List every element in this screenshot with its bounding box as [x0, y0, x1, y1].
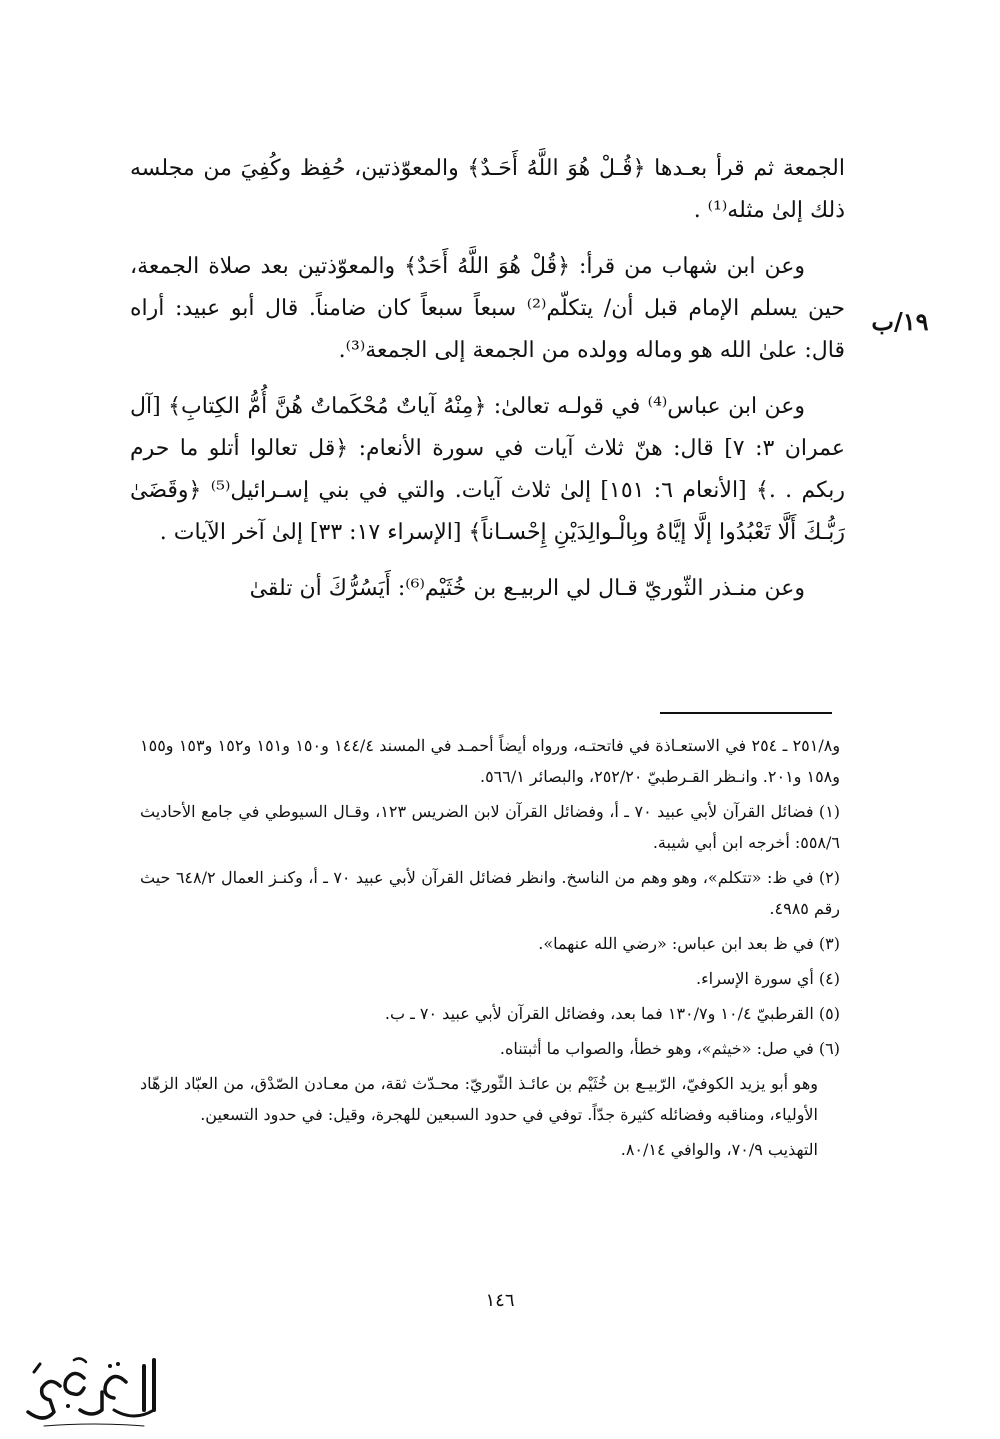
footnote-continuation: وهو أبو يزيد الكوفيّ، الرّبيـع بن خُثَيْم بن عائـذ الثّوريّ: محـدّث ثقة، من معـادن الصّدْق، من العبّاد الزهّاد الأولياء، ومناقبه وفضائله كثيرة جدّاً. توفي في حدود السبعين للهجرة، وقيل: في حدود التسعين. — [140, 1074, 818, 1124]
footnotes — [140, 730, 840, 1169]
footnote-continuation: التهذيب ٧٠/٩، والوافي ٨٠/١٤. — [620, 1140, 818, 1159]
footnote: و٢٥١/٨ ـ ٢٥٤ في الاستعـاذة في فاتحتـه، ورواه أيضاً أحمـد في المسند ١٤٤/٤ و١٥٠ و١٥١ و١٥٢ و١٥٣ و١٥٥ و١٥٨ و٢٠١. وانـظر القـرطبيّ ٢٥٢/٢٠، والبصائر ٥٦٦/١. — [140, 736, 841, 786]
footnote: (٦) في صل: «خيثم»، وهو خطأ، والصواب ما أثبتناه. — [499, 1039, 840, 1058]
calligraphy-logo-icon — [14, 1352, 164, 1432]
main-text — [130, 148, 845, 624]
footnote: (٣) في ظ بعد ابن عباس: «رضي الله عنهما». — [538, 934, 840, 953]
folio-margin-note: ١٩/ب — [871, 307, 929, 336]
footnote-separator — [660, 712, 832, 714]
footnote: (٤) أي سورة الإسراء. — [696, 969, 840, 988]
footnote: (٥) القرطبيّ ١٠/٤ و١٣٠/٧ فما بعد، وفضائل القرآن لأبي عبيد ٧٠ ـ ب. — [384, 1004, 840, 1023]
main-paragraph: وعن ابن عباس⁽⁴⁾ في قولـه تعالىٰ: ﴿مِنْهُ آياتٌ مُحْكَماتٌ هُنَّ أُمُّ الكِتابِ﴾ [آل عمران ٣: ٧] قال: هنّ ثلاث آيات في سورة الأنعام: ﴿قل تعالوا أتلو ما حرم ربكم . .﴾ [الأنعام ٦: ١٥١] إلىٰ ثلاث آيات. والتي في بني إسـرائيل⁽⁵⁾ ﴿وقَضَىٰ رَبُّـكَ أَلَّا تَعْبُدُوا إلَّا إيَّاهُ وبِالْـوالِدَيْنِ إِحْسـاناً﴾ [الإسراء ١٧: ٣٣] إلىٰ آخر الآيات . — [130, 394, 846, 545]
footnote: (١) فضائل القرآن لأبي عبيد ٧٠ ـ أ، وفضائل القرآن لابن الضريس ١٢٣، وقـال السيوطي في جامع الأحاديث ٥٥٨/٦: أخرجه ابن أبي شيبة. — [140, 802, 841, 852]
main-paragraph: وعن ابن شهاب من قرأ: ﴿قُلْ هُوَ اللَّهُ أَحَدٌ﴾ والمعوّذتين بعد صلاة الجمعة، حين يسلم الإمام قبل أن/ يتكلّم⁽²⁾ سبعاً سبعاً كان ضامناً. قال أبو عبيد: أراه قال: علىٰ الله هو وماله وولده من الجمعة إلى الجمعة⁽³⁾. — [130, 254, 845, 363]
main-paragraph: وعن منـذر الثّوريّ قـال لي الربيـع بن خُثَيْم⁽⁶⁾: أَيَسُرُّكَ أن تلقىٰ — [249, 576, 805, 601]
footnote: (٢) في ظ: «تتكلم»، وهو وهم من الناسخ. وانظر فضائل القرآن لأبي عبيد ٧٠ ـ أ، وكنـز العمال ٦٤٨/٢ حيث رقم ٤٩٨٥. — [140, 868, 841, 918]
main-paragraph: الجمعة ثم قرأ بعـدها ﴿قُـلْ هُوَ اللَّهُ أَحَـدٌ﴾ والمعوّذتين، حُفِظ وكُفِيَ من مجلسه ذلك إلىٰ مثله⁽¹⁾ . — [130, 156, 845, 223]
page-number: ١٤٦ — [485, 1290, 515, 1311]
